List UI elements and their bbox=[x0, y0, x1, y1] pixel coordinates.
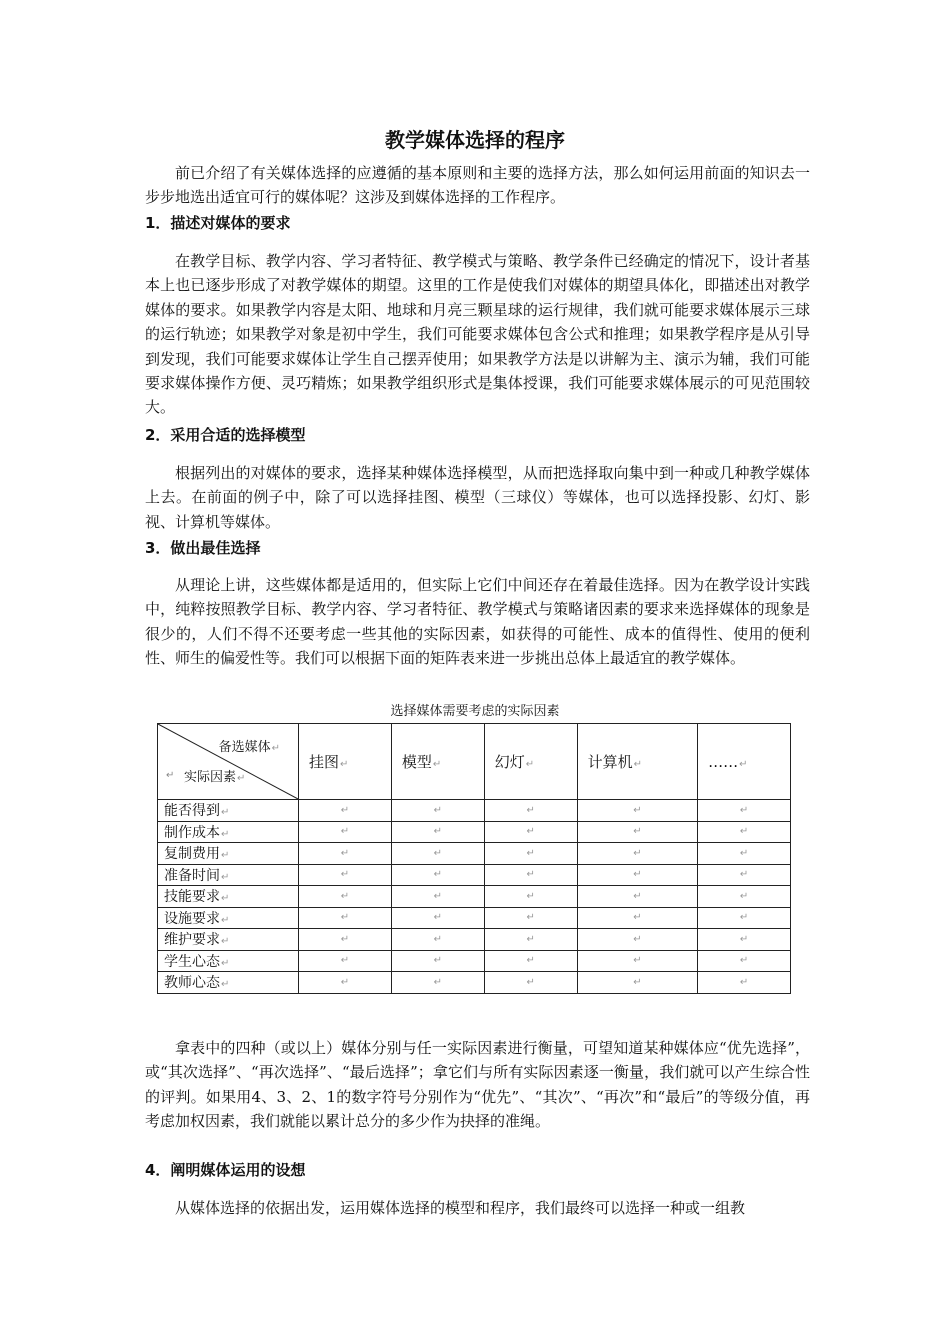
empty-cell: ↵ bbox=[577, 950, 698, 972]
return-mark: ↵ bbox=[221, 936, 230, 948]
empty-cell: ↵ bbox=[698, 886, 791, 908]
table-row bbox=[158, 929, 791, 951]
after-table-paragraph: 拿表中的四种（或以上）媒体分别与任一实际因素进行衡量，可望知道某种媒体应“优先选择”，或“其次选择”、“再次选择”、“最后选择”；拿它们与所有实际因素逐一衡量，我们就可以产生综合性的评判。如果用4、3、2、1的数字符号分别作为“优先”、“其次”、“再次”和“最后”的等级分值，再考虑加权因素，我们就能以累计总分的多少作为抉择的准绳。 bbox=[145, 1039, 810, 1131]
section-1-heading: 1．描述对媒体的要求 bbox=[145, 214, 291, 232]
empty-cell: ↵ bbox=[299, 929, 392, 951]
empty-cell: ↵ bbox=[698, 800, 791, 822]
empty-cell: ↵ bbox=[577, 864, 698, 886]
column-header: ……↵ bbox=[698, 724, 791, 800]
empty-cell: ↵ bbox=[484, 821, 577, 843]
empty-cell: ↵ bbox=[577, 929, 698, 951]
return-mark: ↵ bbox=[739, 758, 748, 770]
empty-cell: ↵ bbox=[391, 950, 484, 972]
return-mark: ↵ bbox=[633, 759, 643, 770]
row-label: 学生心态↵ bbox=[158, 950, 299, 972]
column-header: 幻灯↵ bbox=[484, 724, 577, 800]
table-row bbox=[158, 972, 791, 994]
intro-paragraph: 前已介绍了有关媒体选择的应遵循的基本原则和主要的选择方法，那么如何运用前面的知识去一步步地选出适宜可行的媒体呢？这涉及到媒体选择的工作程序。 bbox=[145, 164, 810, 207]
return-mark: ↵ bbox=[221, 850, 230, 862]
return-mark: ↵ bbox=[221, 807, 230, 819]
section-4-body: 从媒体选择的依据出发，运用媒体选择的模型和程序，我们最终可以选择一种或一组教 bbox=[175, 1199, 746, 1217]
section-2-heading: 2．采用合适的选择模型 bbox=[145, 426, 306, 444]
empty-cell: ↵ bbox=[698, 907, 791, 929]
row-label: 教师心态↵ bbox=[158, 972, 299, 994]
return-mark: ↵ bbox=[271, 743, 280, 754]
row-label: 技能要求↵ bbox=[158, 886, 299, 908]
return-mark: ↵ bbox=[221, 893, 230, 905]
section-2-body: 根据列出的对媒体的要求，选择某种媒体选择模型，从而把选择取向集中到一种或几种教学媒体上去。在前面的例子中，除了可以选择挂图、模型（三球仪）等媒体，也可以选择投影、幻灯、影视、计算机等媒体。 bbox=[145, 464, 810, 531]
empty-cell: ↵ bbox=[698, 950, 791, 972]
table-row bbox=[158, 886, 791, 908]
empty-cell: ↵ bbox=[299, 886, 392, 908]
empty-cell: ↵ bbox=[698, 843, 791, 865]
empty-cell: ↵ bbox=[698, 864, 791, 886]
paragraph-mark: ↵ bbox=[166, 770, 175, 781]
return-mark: ↵ bbox=[221, 828, 230, 840]
empty-cell: ↵ bbox=[577, 907, 698, 929]
page-title: 教学媒体选择的程序 bbox=[385, 128, 565, 152]
empty-cell: ↵ bbox=[698, 972, 791, 994]
empty-cell: ↵ bbox=[484, 843, 577, 865]
row-label: 制作成本↵ bbox=[158, 821, 299, 843]
column-header: 挂图↵ bbox=[299, 724, 392, 800]
return-mark: ↵ bbox=[221, 957, 230, 969]
empty-cell: ↵ bbox=[299, 972, 392, 994]
corner-factor-label: 实际因素↵ bbox=[184, 770, 246, 785]
return-mark: ↵ bbox=[221, 979, 230, 991]
table-header-row bbox=[158, 724, 791, 800]
row-label: 维护要求↵ bbox=[158, 929, 299, 951]
return-mark: ↵ bbox=[221, 914, 230, 926]
empty-cell: ↵ bbox=[484, 800, 577, 822]
section-3-body: 从理论上讲，这些媒体都是适用的，但实际上它们中间还存在着最佳选择。因为在教学设计实践中，纯粹按照教学目标、教学内容、学习者特征、教学模式与策略诸因素的要求来选择媒体的现象是很少的，人们不得不还要考虑一些其他的实际因素，如获得的可能性、成本的值得性、使用的便利性、师生的偏爱性等。我们可以根据下面的矩阵表来进一步挑出总体上最适宜的教学媒体。 bbox=[145, 576, 810, 668]
return-mark: ↵ bbox=[340, 759, 349, 770]
empty-cell: ↵ bbox=[484, 907, 577, 929]
row-label: 复制费用↵ bbox=[158, 843, 299, 865]
return-mark: ↵ bbox=[525, 759, 535, 770]
row-label: 准备时间↵ bbox=[158, 864, 299, 886]
return-mark: ↵ bbox=[432, 759, 442, 770]
empty-cell: ↵ bbox=[577, 886, 698, 908]
column-header: 计算机↵ bbox=[577, 724, 698, 800]
return-mark: ↵ bbox=[221, 871, 230, 883]
empty-cell: ↵ bbox=[484, 972, 577, 994]
empty-cell: ↵ bbox=[577, 972, 698, 994]
table-row bbox=[158, 864, 791, 886]
empty-cell: ↵ bbox=[299, 800, 392, 822]
empty-cell: ↵ bbox=[698, 929, 791, 951]
empty-cell: ↵ bbox=[391, 886, 484, 908]
empty-cell: ↵ bbox=[299, 821, 392, 843]
column-header: 模型↵ bbox=[391, 724, 484, 800]
empty-cell: ↵ bbox=[391, 843, 484, 865]
empty-cell: ↵ bbox=[299, 950, 392, 972]
empty-cell: ↵ bbox=[698, 821, 791, 843]
empty-cell: ↵ bbox=[484, 886, 577, 908]
empty-cell: ↵ bbox=[484, 929, 577, 951]
empty-cell: ↵ bbox=[577, 800, 698, 822]
empty-cell: ↵ bbox=[299, 864, 392, 886]
section-3-heading: 3．做出最佳选择 bbox=[145, 539, 261, 557]
empty-cell: ↵ bbox=[391, 864, 484, 886]
table-row bbox=[158, 843, 791, 865]
empty-cell: ↵ bbox=[299, 843, 392, 865]
corner-media-label: 备选媒体↵ bbox=[218, 740, 280, 755]
empty-cell: ↵ bbox=[391, 800, 484, 822]
empty-cell: ↵ bbox=[577, 843, 698, 865]
table-caption: 选择媒体需要考虑的实际因素 bbox=[390, 704, 560, 719]
table-row bbox=[158, 821, 791, 843]
table-row bbox=[158, 907, 791, 929]
empty-cell: ↵ bbox=[577, 821, 698, 843]
empty-cell: ↵ bbox=[391, 907, 484, 929]
row-label: 能否得到↵ bbox=[158, 800, 299, 822]
table-row bbox=[158, 950, 791, 972]
empty-cell: ↵ bbox=[484, 864, 577, 886]
return-mark: ↵ bbox=[237, 773, 246, 784]
empty-cell: ↵ bbox=[391, 821, 484, 843]
media-factor-matrix bbox=[157, 723, 791, 994]
empty-cell: ↵ bbox=[391, 972, 484, 994]
section-4-heading: 4．阐明媒体运用的设想 bbox=[145, 1161, 306, 1179]
table-corner-cell bbox=[158, 724, 299, 800]
empty-cell: ↵ bbox=[391, 929, 484, 951]
table-row bbox=[158, 800, 791, 822]
section-1-body: 在教学目标、教学内容、学习者特征、教学模式与策略、教学条件已经确定的情况下，设计者基本上也已逐步形成了对教学媒体的期望。这里的工作是使我们对媒体的期望具体化，即描述出对教学媒体的要求。如果教学内容是太阳、地球和月亮三颗星球的运行规律，我们就可能要求媒体展示三球的运行轨迹；如果教学对象是初中学生，我们可能要求媒体包含公式和推理；如果教学程序是从引导到发现，我们可能要求媒体让学生自己摆弄使用；如果教学方法是以讲解为主、演示为辅，我们可能要求媒体操作方便、灵巧精炼；如果教学组织形式是集体授课，我们可能要求媒体展示的可见范围较大。 bbox=[145, 252, 810, 417]
empty-cell: ↵ bbox=[299, 907, 392, 929]
row-label: 设施要求↵ bbox=[158, 907, 299, 929]
empty-cell: ↵ bbox=[484, 950, 577, 972]
